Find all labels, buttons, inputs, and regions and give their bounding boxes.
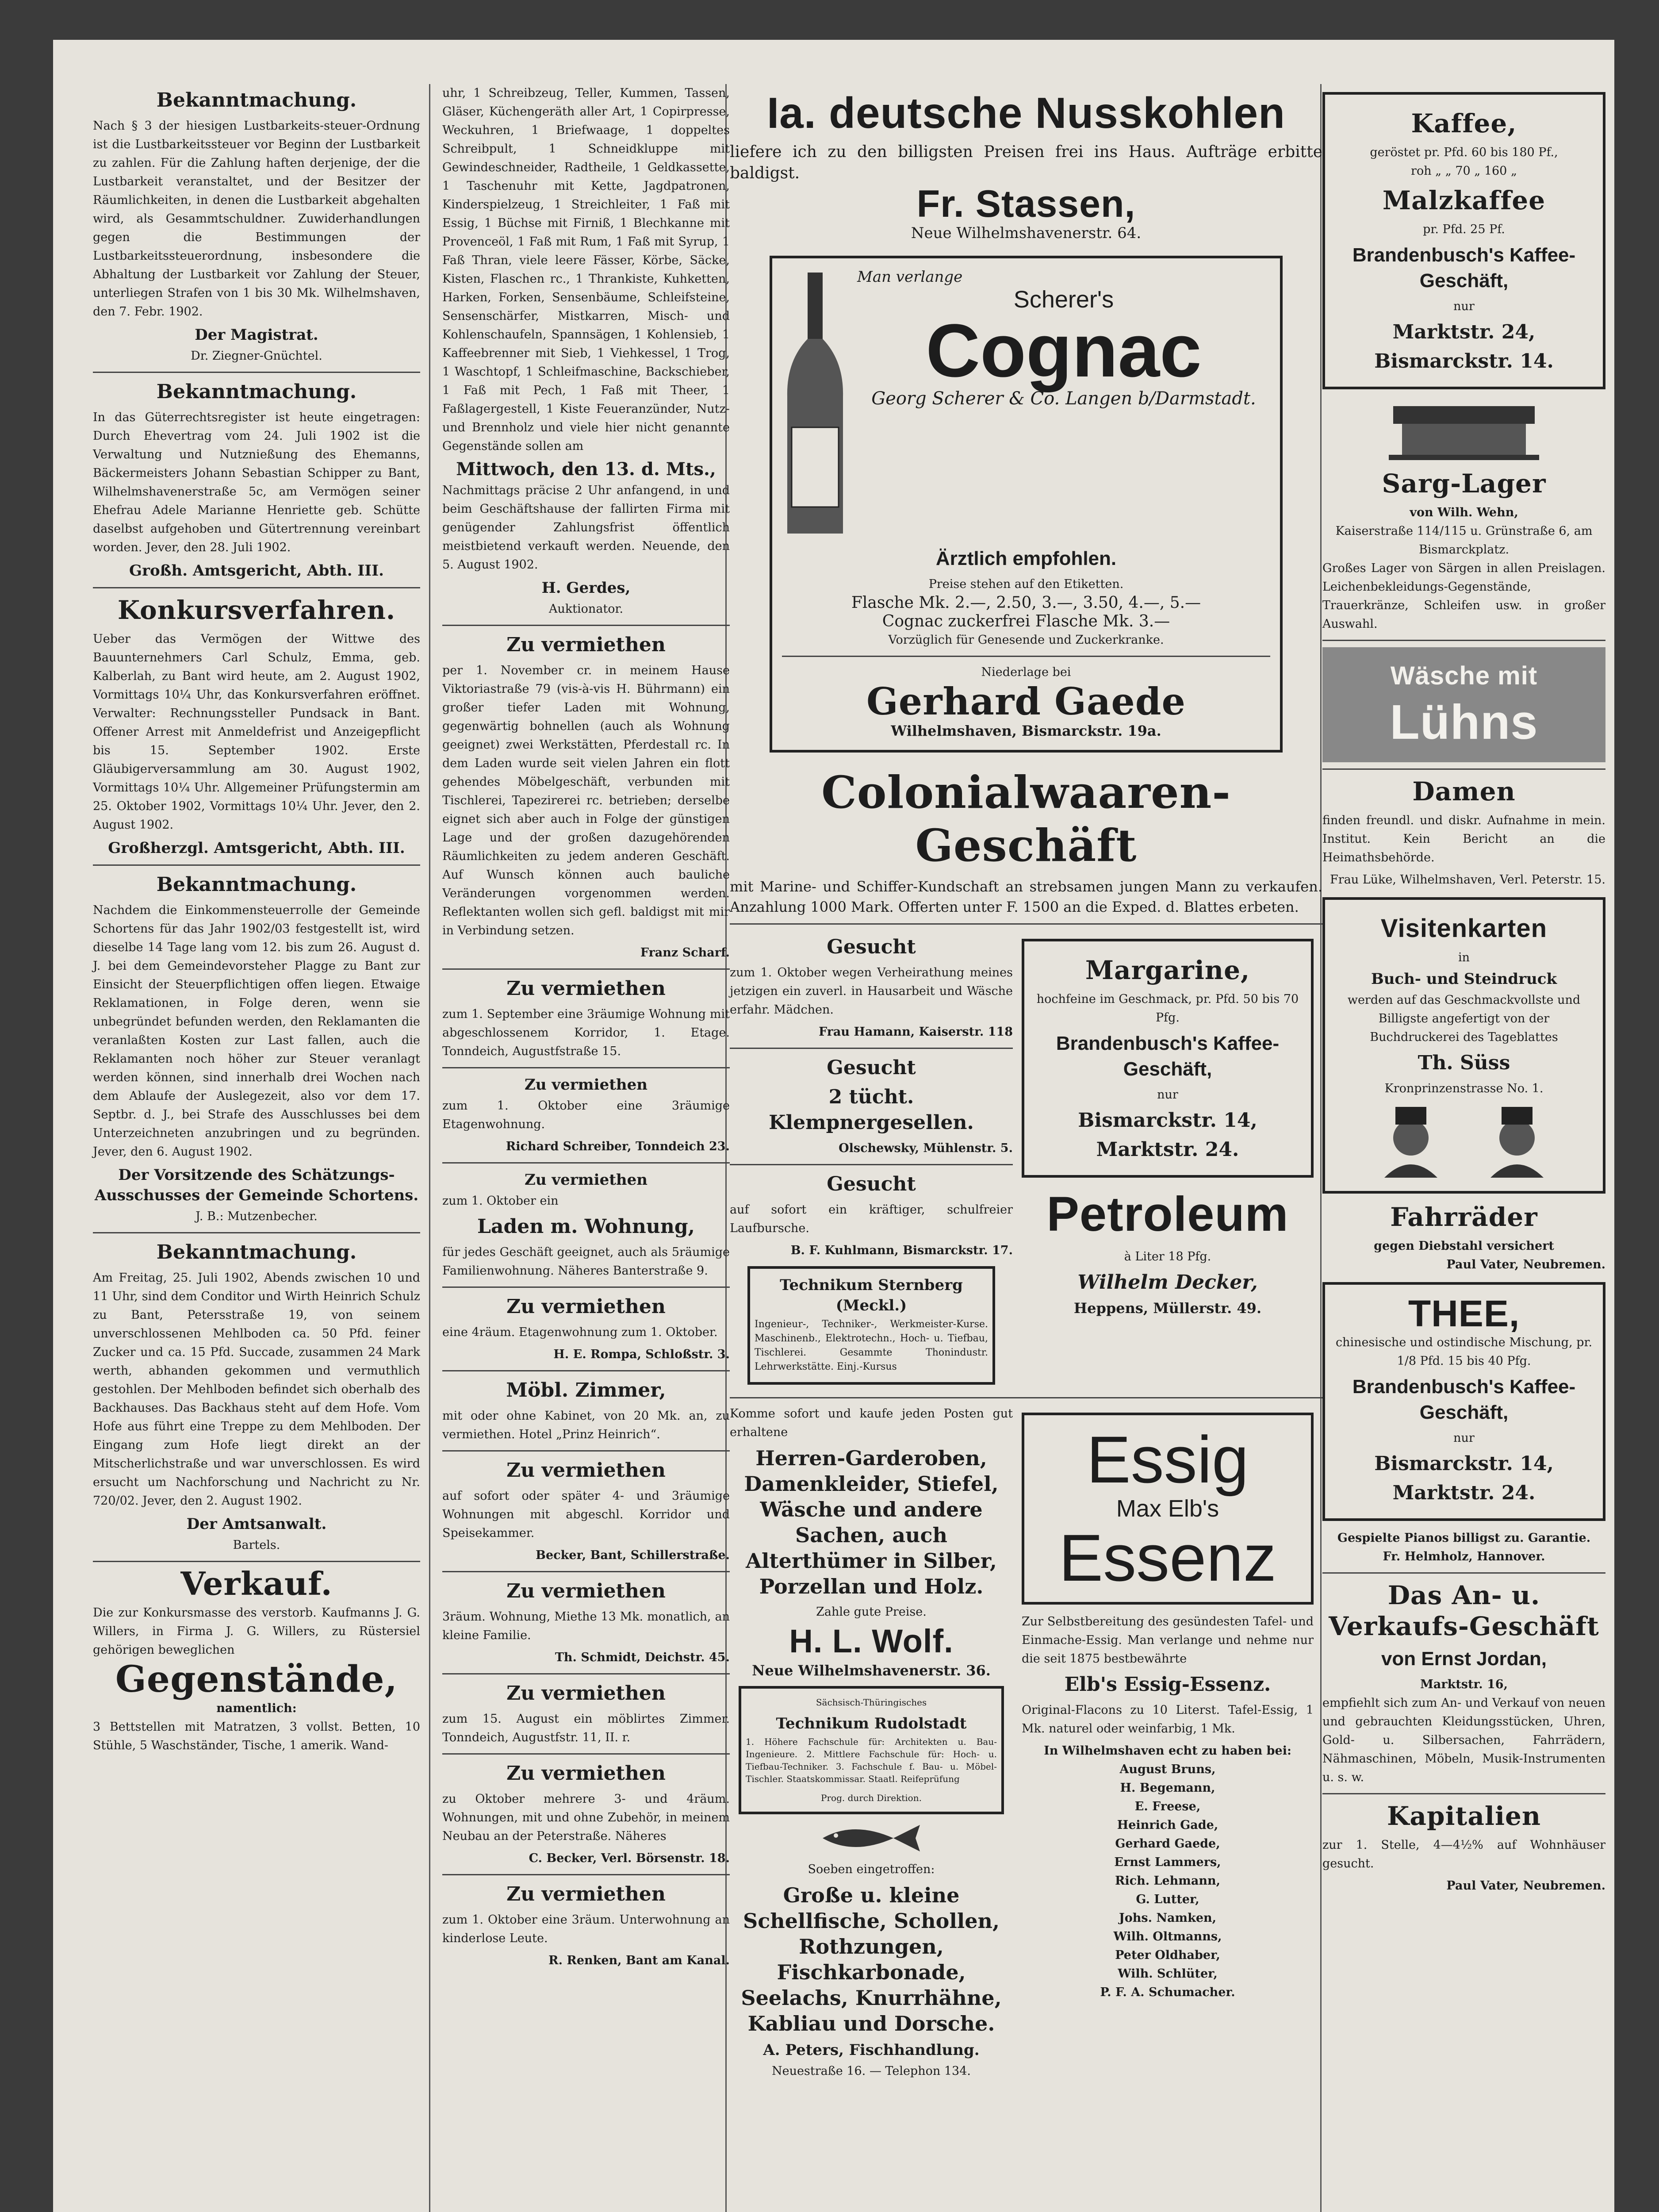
divider	[442, 1571, 730, 1572]
ad-firm: Brandenbusch's Kaffee-Geschäft,	[1352, 1376, 1576, 1423]
ad-text: finden freundl. und diskr. Aufnahme in mein. Institut. Kein Bericht an die Heimathsbehörde.	[1322, 814, 1605, 864]
ad-signature: B. F. Kuhlmann, Bismarckstr. 17.	[790, 1244, 1013, 1257]
ad-text: zum 1. September eine 3räumige Wohnung mit abgeschlossenem Korridor, 1. Etage. Tonndeich, Augustfstraße 15.	[442, 1007, 730, 1058]
ad-text: zum 15. August ein möblirtes Zimmer. Tonndeich, Augustfstr. 11, II. r.	[442, 1712, 730, 1744]
margarine-ad	[1022, 939, 1314, 1178]
dealer-name: G. Lutter,	[1136, 1893, 1199, 1906]
ad-small: Sächsisch-Thüringisches	[816, 1697, 927, 1708]
ad-title: Das An- u. Verkaufs-Geschäft	[1329, 1580, 1599, 1641]
dealer-name: Johs. Namken,	[1119, 1911, 1217, 1925]
divider	[93, 1561, 420, 1562]
divider	[730, 1397, 1322, 1398]
ad-title: Ia. deutsche Nusskohlen	[766, 88, 1286, 137]
ad-address: Heppens, Müllerstr. 49.	[1073, 1300, 1262, 1317]
dealer-name: Heinrich Gade,	[1117, 1818, 1218, 1832]
ad-brand: Max Elb's	[1116, 1495, 1219, 1522]
ad-big: Große u. kleine Schellfische, Schollen, Rothzungen, Fischkarbonade, Seelachs, Knurrhähne, Kabliau und Dorsche.	[741, 1883, 1002, 2035]
ad-text: Ingenieur-, Techniker-, Werkmeister-Kurse. Maschinenb., Elektrotechn., Hoch- u. Tiefbau, Tischlerei. Gesammte Thonindustr. Lehrwerkstätte. Einj.-Kursus	[755, 1319, 988, 1372]
ad-signature: C. Becker, Verl. Börsenstr. 18.	[529, 1851, 730, 1865]
ad-signature: H. E. Rompa, Schloßstr. 3.	[553, 1348, 730, 1361]
ad-address: Neue Wilhelmshavenerstr. 36.	[752, 1662, 991, 1679]
dealer-list	[1022, 1760, 1314, 2002]
ad-text: zum 1. Oktober wegen Verheirathung meines jetzigen ein zuverl. in Hausarbeit und Wäsche erfahr. Mädchen.	[730, 966, 1013, 1017]
ad-title: THEE,	[1408, 1293, 1520, 1334]
ad-title: Gesucht	[827, 1056, 916, 1079]
thee-ad	[1322, 1282, 1605, 1521]
ad-text: zum 1. Oktober ein	[442, 1194, 559, 1208]
ad-text: Gespielte Pianos billigst zu. Garantie.	[1337, 1531, 1591, 1545]
notice-title: Bekanntmachung.	[156, 89, 357, 111]
notice-text: In das Güterrechtsregister ist heute eingetragen: Durch Ehevertrag vom 24. Juli 1902 ist die Verwaltung und Nutznießung des Ehemanns, Bäckermeisters Johann Sebastian Schipper zu Bant, Wilhelmshavenerstraße 5c, am Vermögen seiner Ehefrau Adele Marianne Henriette geb. Schütte daselbst aufgehoben und Gütertrennung vereinbart worden. Jever, den 28. Juli 1902.	[93, 411, 420, 554]
ad-text: hochfeine im Geschmack, pr. Pfd. 50 bis 70 Pfg.	[1036, 992, 1299, 1025]
ad-title: Gesucht	[827, 1173, 916, 1195]
ad-title: Petroleum	[1046, 1187, 1289, 1241]
ad-signature: Fr. Helmholz, Hannover.	[1383, 1550, 1545, 1563]
ad-title: Zu vermiethen	[506, 1295, 666, 1318]
ad-address: Wilhelmshaven, Bismarckstr. 19a.	[891, 722, 1161, 739]
ad-intro: Komme sofort und kaufe jeden Posten gut erhaltene	[730, 1407, 1013, 1439]
ad-text: auf sofort ein kräftiger, schulfreier Laufbursche.	[730, 1203, 1013, 1235]
divider	[93, 372, 420, 373]
ad-text: empfiehlt sich zum An- und Verkauf von neuen und gebrauchten Kleidungsstücken, Uhren, Gold- u. Silbersachen, Fahrrädern, Nähmaschinen, Möbeln, Musik-Instrumenten u. s. w.	[1322, 1696, 1605, 1784]
ad-signature: Richard Schreiber, Tonndeich 23.	[506, 1140, 730, 1153]
ad-text: chinesische und ostindische Mischung, pr. 1/8 Pfd. 15 bis 40 Pfg.	[1335, 1336, 1593, 1368]
ad-line: Vorzüglich für Genesende und Zuckerkranke.	[888, 633, 1164, 647]
notice-text: Ueber das Vermögen der Wittwe des Bauunternehmers Carl Schulz, Emma, geb. Kalberlah, zu Bant wird heute, am 2. August 1902, Vormittags 10¼ Uhr, das Konkursverfahren eröffnet. Verwalter: Rechnungssteller Pundsack in Bant. Offener Arrest mit Anmeldefrist und Anzeigepflicht bis 15. September 1902. Erste Gläubigerversammlung am 30. August 1902, Vormittags 10¼ Uhr. Allgemeiner Prüfungstermin am 25. Oktober 1902, Vormittags 10¼ Uhr. Jever, den 2. August 1902.	[93, 632, 420, 832]
ad-foot: Prog. durch Direktion.	[821, 1793, 922, 1803]
divider	[1322, 1572, 1605, 1574]
notice-text: Nachdem die Einkommensteuerrolle der Gemeinde Schortens für das Jahr 1902/03 festgestellt ist, wird dieselbe 14 Tage lang vom 12. bis zum 26. August d. J. bei dem Gemeindevorsteher Plagge zu Bant zur Einsicht der Steuerpflichtigen offen liegen. Etwaige Reklamationen, in Folge deren, wenn sie unbegründet befunden werden, den Reklamanten die veranlaßten Kosten zur Last fallen, auch die Reklamanten noch höher zur Steuer veranlagt werden können, sind innerhalb drei Wochen nach dem Ablaufe der Auslegezeit, also vor dem 17. Septbr. d. J., bei Strafe des Ausschlusses bei dem Unterzeichneten anzubringen und zu begründen. Jever, den 6. August 1902.	[93, 903, 420, 1159]
luhns-ad	[1322, 647, 1605, 762]
ad-signature: Becker, Bant, Schillerstraße.	[536, 1548, 730, 1562]
coffin-icon	[1375, 397, 1552, 464]
ad-address: Marktstr. 16,	[1420, 1678, 1508, 1691]
dealer-name: E. Freese,	[1134, 1800, 1201, 1813]
ad-address: Marktstr. 24.	[1392, 1482, 1536, 1504]
notice-title: Bekanntmachung.	[156, 380, 357, 403]
dealer-name: Wilh. Schlüter,	[1118, 1967, 1218, 1981]
ad-title: Zu vermiethen	[506, 1762, 666, 1785]
gentlemen-illustration-icon	[1362, 1102, 1566, 1178]
ad-signature: Paul Vater, Neubremen.	[1446, 1879, 1605, 1893]
divider	[1322, 1793, 1605, 1794]
ad-line: Preise stehen auf den Etiketten.	[928, 577, 1124, 591]
dealer-name: H. Begemann,	[1120, 1781, 1215, 1795]
ad-title: Zu vermiethen	[506, 1580, 666, 1602]
ad-text: Zahle gute Preise.	[816, 1605, 927, 1619]
ad-signature: Franz Scharf.	[640, 946, 730, 960]
ad-text: liefere ich zu den billigsten Preisen frei ins Haus. Aufträge erbitte baldigst.	[730, 143, 1322, 182]
ad-address: Neuestraße 16. — Telephon 134.	[772, 2064, 971, 2078]
ad-big: Elb's Essig-Essenz.	[1064, 1673, 1271, 1696]
column-3	[730, 84, 1322, 2081]
divider	[442, 1450, 730, 1452]
ad-text: zum 1. Oktober eine 3räumige Etagenwohnung.	[442, 1099, 730, 1131]
divider	[442, 1370, 730, 1371]
ad-title: Kapitalien	[1387, 1801, 1541, 1831]
ad-title: Zu vermiethen	[506, 1883, 666, 1905]
ad-address: Neue Wilhelmshavenerstr. 64.	[911, 224, 1142, 242]
ad-big: Lühns	[1390, 695, 1538, 749]
ad-line: Ärztlich empfohlen.	[935, 548, 1117, 569]
dealer-name: Gerhard Gaede,	[1115, 1837, 1220, 1851]
ad-signature: Paul Vater, Neubremen.	[1446, 1258, 1605, 1271]
ad-title: Zu vermiethen	[525, 1076, 648, 1094]
ad-brand: Scherer's	[1013, 286, 1114, 313]
ad-address: Marktstr. 24,	[1392, 321, 1536, 343]
divider	[93, 1232, 420, 1233]
ad-big: Essenz	[1059, 1521, 1276, 1595]
ad-address: Bismarckstr. 14,	[1374, 1452, 1554, 1475]
ad-signature: Olschewsky, Mühlenstr. 5.	[839, 1141, 1013, 1155]
divider	[93, 587, 420, 588]
ad-firm: Fr. Stassen,	[916, 183, 1136, 225]
ad-text: à Liter 18 Pfg.	[1124, 1250, 1211, 1263]
notice-signature: Der Amtsanwalt.	[186, 1515, 327, 1533]
ad-address: Bismarckstr. 14,	[1078, 1109, 1257, 1132]
ad-nur: nur	[1453, 1431, 1475, 1445]
notice-names: Dr. Ziegner-Gnüchtel.	[191, 349, 322, 363]
cognac-ad	[770, 256, 1283, 753]
ad-in: in	[1458, 951, 1470, 964]
ad-text: gegen Diebstahl versichert	[1374, 1239, 1554, 1253]
notice-signature: Der Magistrat.	[195, 326, 318, 344]
ad-firm: Gerhard Gaede	[866, 680, 1186, 723]
ad-text: Zur Selbstbereitung des gesündesten Tafel- und Einmache-Essig. Man verlange und nehme nur die seit 1875 bestbewährte	[1022, 1615, 1314, 1666]
ad-address: Marktstr. 24.	[1096, 1138, 1239, 1161]
divider	[442, 1067, 730, 1068]
divider	[1322, 768, 1605, 770]
ad-signature: R. Renken, Bant am Kanal.	[548, 1954, 730, 1967]
ad-title: Möbl. Zimmer,	[506, 1379, 666, 1402]
notice-title: Verkauf.	[180, 1565, 333, 1602]
divider	[442, 1874, 730, 1875]
ad-text: eine 4räum. Etagenwohnung zum 1. Oktober.	[442, 1325, 718, 1339]
notice-names: Auktionator.	[548, 602, 624, 616]
ad-title: Visitenkarten	[1380, 914, 1548, 943]
ad-text: Original-Flacons zu 10 Literst. Tafel-Essig, 1 Mk. naturel oder weinfarbig, 1 Mk.	[1022, 1703, 1314, 1736]
ad-nur: nur	[1453, 300, 1475, 313]
ad-text: per 1. November cr. in meinem Hause Viktoriastraße 79 (vis-à-vis H. Bührmann) ein großer tiefer Laden mit Wohnung, gegenwärtig bohnellen (auch als Wohnung geeignet) zwei Werkstätten, Pferdestall rc. In dem Laden wurde seit vielen Jahren ein flott gehendes Möbelgeschäft, verbunden mit Tischlerei, Tapezirerei rc. betrieben; derselbe eignet sich aber auch in Folge der günstigen Lage und der großen dazugehörenden Räumlichkeiten zu jedem anderen Geschäft. Auf Wunsch können auch bauliche Veränderungen vorgenommen werden. Reflektanten wollen sich gefl. baldigst mit mir in Verbindung setzen.	[442, 664, 730, 937]
ad-title: Zu vermiethen	[506, 1682, 666, 1705]
divider	[442, 625, 730, 626]
ad-text: mit Marine- und Schiffer-Kundschaft an strebsamen jungen Mann zu verkaufen. Anzahlung 1000 Mark. Offerten unter F. 1500 an die Exped. d. Blattes erbeten.	[730, 878, 1322, 915]
ad-title: Technikum Sternberg (Meckl.)	[780, 1276, 963, 1314]
ad-signature: Frau Hamann, Kaiserstr. 118	[819, 1025, 1013, 1039]
notice-sub: namentlich:	[216, 1701, 297, 1715]
ad-nur: nur	[1157, 1088, 1178, 1102]
ad-big: 2 tücht. Klempnergesellen.	[769, 1086, 974, 1134]
divider	[442, 968, 730, 970]
divider	[93, 864, 420, 866]
ad-big: Malzkaffee	[1382, 185, 1546, 215]
dealer-name: P. F. A. Schumacher.	[1100, 1985, 1235, 1999]
visitenkarten-ad	[1322, 897, 1605, 1194]
column-4	[1322, 84, 1605, 1895]
ad-text: werden auf das Geschmackvollste und Billigste angefertigt von der Buchdruckerei des Tageblattes	[1347, 993, 1581, 1044]
ad-big: Laden m. Wohnung,	[477, 1215, 695, 1238]
ad-text: für jedes Geschäft geeignet, auch als 5räumige Familienwohnung. Näheres Banterstraße 9.	[442, 1245, 730, 1278]
dealer-name: Ernst Lammers,	[1114, 1855, 1221, 1869]
ad-text: zum 1. Oktober eine 3räum. Unterwohnung an kinderlose Leute.	[442, 1913, 730, 1945]
notice-signature: Großh. Amtsgericht, Abth. III.	[129, 562, 384, 580]
ad-line: Wäsche mit	[1390, 661, 1538, 690]
ad-line: geröstet pr. Pfd. 60 bis 180 Pf.,	[1370, 146, 1558, 159]
ad-name: von Ernst Jordan,	[1381, 1648, 1547, 1670]
ad-name: Wilhelm Decker,	[1077, 1271, 1258, 1294]
ad-title: Gesucht	[827, 936, 916, 958]
notice-big: Gegenstände,	[115, 1658, 398, 1701]
divider	[730, 1048, 1013, 1049]
ad-intro: In Wilhelmshaven echt zu haben bei:	[1044, 1744, 1291, 1758]
notice-title: Bekanntmachung.	[156, 1241, 357, 1263]
ad-line: roh „ „ 70 „ 160 „	[1411, 164, 1517, 178]
ad-title: Damen	[1412, 776, 1516, 806]
ad-intro: Man verlange	[857, 268, 963, 286]
ad-address: Kronprinzenstrasse No. 1.	[1384, 1082, 1544, 1095]
notice-text: Nachmittags präcise 2 Uhr anfangend, in und beim Geschäftshause der fallirten Firma mit genügender Zahlungsfrist öffentlich meistbietend verkauft werden. Neuende, den 5. August 1902.	[442, 484, 730, 572]
ad-big: Cognac	[926, 309, 1202, 393]
ad-title: Colonialwaaren-Geschäft	[821, 766, 1231, 872]
dealer-name: Rich. Lehmann,	[1115, 1874, 1221, 1888]
ad-title: Fahrräder	[1390, 1202, 1538, 1232]
ad-big: Essig	[1086, 1422, 1249, 1497]
ad-line: Flasche Mk. 2.—, 2.50, 3.—, 3.50, 4.—, 5.—	[851, 594, 1201, 612]
notice-text: 3 Bettstellen mit Matratzen, 3 vollst. Betten, 10 Stühle, 5 Waschständer, Tische, 1 amerik. Wand-	[93, 1720, 420, 1752]
dealer-name: August Bruns,	[1119, 1763, 1216, 1776]
notice-text: Nach § 3 der hiesigen Lustbarkeits-steuer-Ordnung ist die Lustbarkeitssteuer vor Beginn der Lustbarkeit zu zahlen. Für die Zahlung haften derjenige, der die Lustbarkeit veranstaltet, und der Besitzer der Räumlichkeiten, in denen die Lustbarkeit abgehalten wird, als Gesammtschuldner. Zuwiderhandlungen gegen die Bestimmungen der Lustbarkeitssteuerordnung, insbesondere die Abhaltung der Lustbarkeit vor Zahlung der Steuer, unterliegen Strafen von 1 bis 30 Mk. Wilhelmshaven, den 7. Febr. 1902.	[93, 119, 420, 319]
ad-name: von Wilh. Wehn,	[1410, 506, 1518, 519]
notice-title: Konkursverfahren.	[117, 595, 396, 625]
notice-signature: Großherzgl. Amtsgericht, Abth. III.	[108, 839, 405, 857]
technikum-rudolstadt-ad	[739, 1686, 1004, 1814]
ad-signature: Th. Schmidt, Deichstr. 45.	[555, 1651, 730, 1664]
column-1	[93, 84, 420, 1759]
divider	[442, 1673, 730, 1674]
notice-date: Mittwoch, den 13. d. Mts.,	[456, 459, 716, 480]
ad-text: auf sofort oder später 4- und 3räumige Wohnungen mit abgeschl. Korridor und Speisekammer.	[442, 1489, 730, 1540]
ad-title: Kaffee,	[1411, 108, 1517, 138]
ad-firm: H. L. Wolf.	[789, 1623, 954, 1659]
ad-firm: Th. Süss	[1418, 1052, 1510, 1074]
ad-title: Zu vermiethen	[525, 1171, 648, 1189]
notice-signature: Der Vorsitzende des Schätzungs-Ausschusses der Gemeinde Schortens.	[94, 1166, 419, 1204]
column-2	[442, 84, 730, 1970]
notice-text: Die zur Konkursmasse des verstorb. Kaufmanns J. G. Willers, in Firma J. G. Willers, zu Rüstersiel gehörigen beweglichen	[93, 1606, 420, 1657]
cognac-bottle-icon	[782, 268, 848, 542]
ad-title: Zu vermiethen	[506, 634, 666, 656]
divider	[442, 1753, 730, 1755]
ad-address: Bismarckstr. 14.	[1374, 350, 1554, 373]
ad-intro: Soeben eingetroffen:	[808, 1863, 935, 1876]
notice-names: J. B.: Mutzenbecher.	[195, 1210, 318, 1223]
ad-text: zu Oktober mehrere 3- und 4räum. Wohnungen, mit und ohne Zubehör, in meinem Neubau an der Peterstraße. Näheres	[442, 1792, 730, 1843]
essig-essenz-ad	[1022, 1413, 1314, 1605]
ad-text: 1. Höhere Fachschule für: Architekten u. Bau-Ingenieure. 2. Mittlere Fachschule für: Hoch- u. Tiefbau-Techniker. 3. Fachschule f. Bau- u. Möbel-Tischler. Staatskommissar. Staatl. Reifeprüfung	[746, 1736, 997, 1784]
ad-line: Buch- und Steindruck	[1371, 970, 1557, 988]
ad-title: Margarine,	[1085, 955, 1250, 985]
divider	[1322, 640, 1605, 641]
ad-big: Herren-Garderoben, Damenkleider, Stiefel, Wäsche und andere Sachen, auch Alterthümer in Silber, Porzellan und Holz.	[744, 1446, 999, 1598]
notice-signature: H. Gerdes,	[541, 579, 631, 597]
ad-maker: Georg Scherer & Co. Langen b/Darmstadt.	[871, 388, 1256, 409]
ad-line: pr. Pfd. 25 Pf.	[1423, 223, 1505, 236]
notice-names: Bartels.	[233, 1538, 280, 1552]
divider	[442, 1286, 730, 1288]
ad-firm: Brandenbusch's Kaffee-Geschäft,	[1056, 1033, 1280, 1080]
ad-title: Zu vermiethen	[506, 1459, 666, 1482]
ad-firm: Brandenbusch's Kaffee-Geschäft,	[1352, 244, 1576, 292]
ad-line: Niederlage bei	[981, 665, 1071, 679]
notice-text: Am Freitag, 25. Juli 1902, Abends zwischen 10 und 11 Uhr, sind dem Conditor und Wirth Heinrich Schulz zu Bant, Petersstraße 19, von seinem unverschlossenen Mehlboden ca. 50 Pfd. feiner Zucker und ca. 15 Pfd. Succade, zusammen 24 Mark werth, abhanden gekommen und vermuthlich gestohlen. Der Mehlboden befindet sich oberhalb des Backhauses. Das Backhaus steht auf dem Hofe. Vom Hofe aus führt eine Treppe zu dem Mehlboden. Der Eingang zum Hofe liegt direkt an der Mitscherlichstraße und war unverschlossen. Es wird ersucht um Nachforschung und Nachricht zu Nr. 720/02. Jever, den 2. August 1902.	[93, 1271, 420, 1508]
technikum-sternberg-ad	[747, 1266, 995, 1385]
divider	[730, 923, 1322, 925]
column-rule	[429, 84, 430, 2212]
ad-firm: A. Peters, Fischhandlung.	[763, 2041, 980, 2059]
ad-address: Kaiserstraße 114/115 u. Grünstraße 6, am Bismarckplatz.	[1335, 524, 1593, 557]
ad-title: Sarg-Lager	[1382, 469, 1546, 499]
divider	[442, 1162, 730, 1164]
divider	[782, 656, 1270, 657]
ad-text: mit oder ohne Kabinet, von 20 Mk. an, zu vermiethen. Hotel „Prinz Heinrich“.	[442, 1409, 730, 1441]
fish-icon	[818, 1820, 924, 1856]
dealer-name: Wilh. Oltmanns,	[1113, 1930, 1222, 1943]
ad-text: zur 1. Stelle, 4—4½% auf Wohnhäuser gesucht.	[1322, 1838, 1605, 1870]
ad-line: Cognac zuckerfrei Flasche Mk. 3.—	[882, 612, 1170, 630]
ad-text: Großes Lager von Särgen in allen Preislagen. Leichenbekleidungs-Gegenstände, Trauerkränze, Schleifen usw. in großer Auswahl.	[1322, 561, 1605, 631]
divider	[730, 1164, 1013, 1165]
notice-title: Bekanntmachung.	[156, 873, 357, 896]
ad-title: Zu vermiethen	[506, 977, 666, 1000]
ad-title: Technikum Rudolstadt	[776, 1715, 967, 1732]
dealer-name: Peter Oldhaber,	[1115, 1948, 1220, 1962]
kaffee-ad	[1322, 92, 1605, 389]
ad-text: 3räum. Wohnung, Miethe 13 Mk. monatlich, an kleine Familie.	[442, 1610, 730, 1642]
ad-signature: Frau Lüke, Wilhelmshaven, Verl. Peterstr. 15.	[1330, 873, 1605, 887]
notice-text: uhr, 1 Schreibzeug, Teller, Kummen, Tassen, Gläser, Küchengeräth aller Art, 1 Copirpresse, Weckuhren, 1 Briefwaage, 1 doppeltes Schreibpult, 1 Schneidkluppe mit Gewindeschneider, Radtheile, 1 Geldkassette, 1 Taschenuhr mit Kette, Jagdpatronen, Kinderspielzeug, 1 Streichleiter, 1 Faß mit Essig, 1 Büchse mit Firniß, 1 Blechkanne mit Provenceöl, 1 Faß mit Rum, 1 Faß mit Syrup, 1 Faß Thran, viele leere Fässer, Körbe, Säcke, Kisten, Flaschen rc., 1 Thrankiste, Kuhketten, Harken, Forken, Sensenbäume, Schleifsteine, Sensenschärfer, Mistkarren, Misch- und Kohlenschaufeln, Spannsägen, 1 Kohlensieb, 1 Kaffeebrenner mit Sieb, 1 Viehkessel, 1 Trog, 1 Waschtopf, 1 Schleifmaschine, Backschieber, 1 Faß mit Pech, 1 Faß mit Theer, 1 Faßlagergestell, 1 Kiste Feueranzünder, Nutz- und Brennholz und viele hier nicht genannte Gegenstände sollen am	[442, 86, 730, 453]
